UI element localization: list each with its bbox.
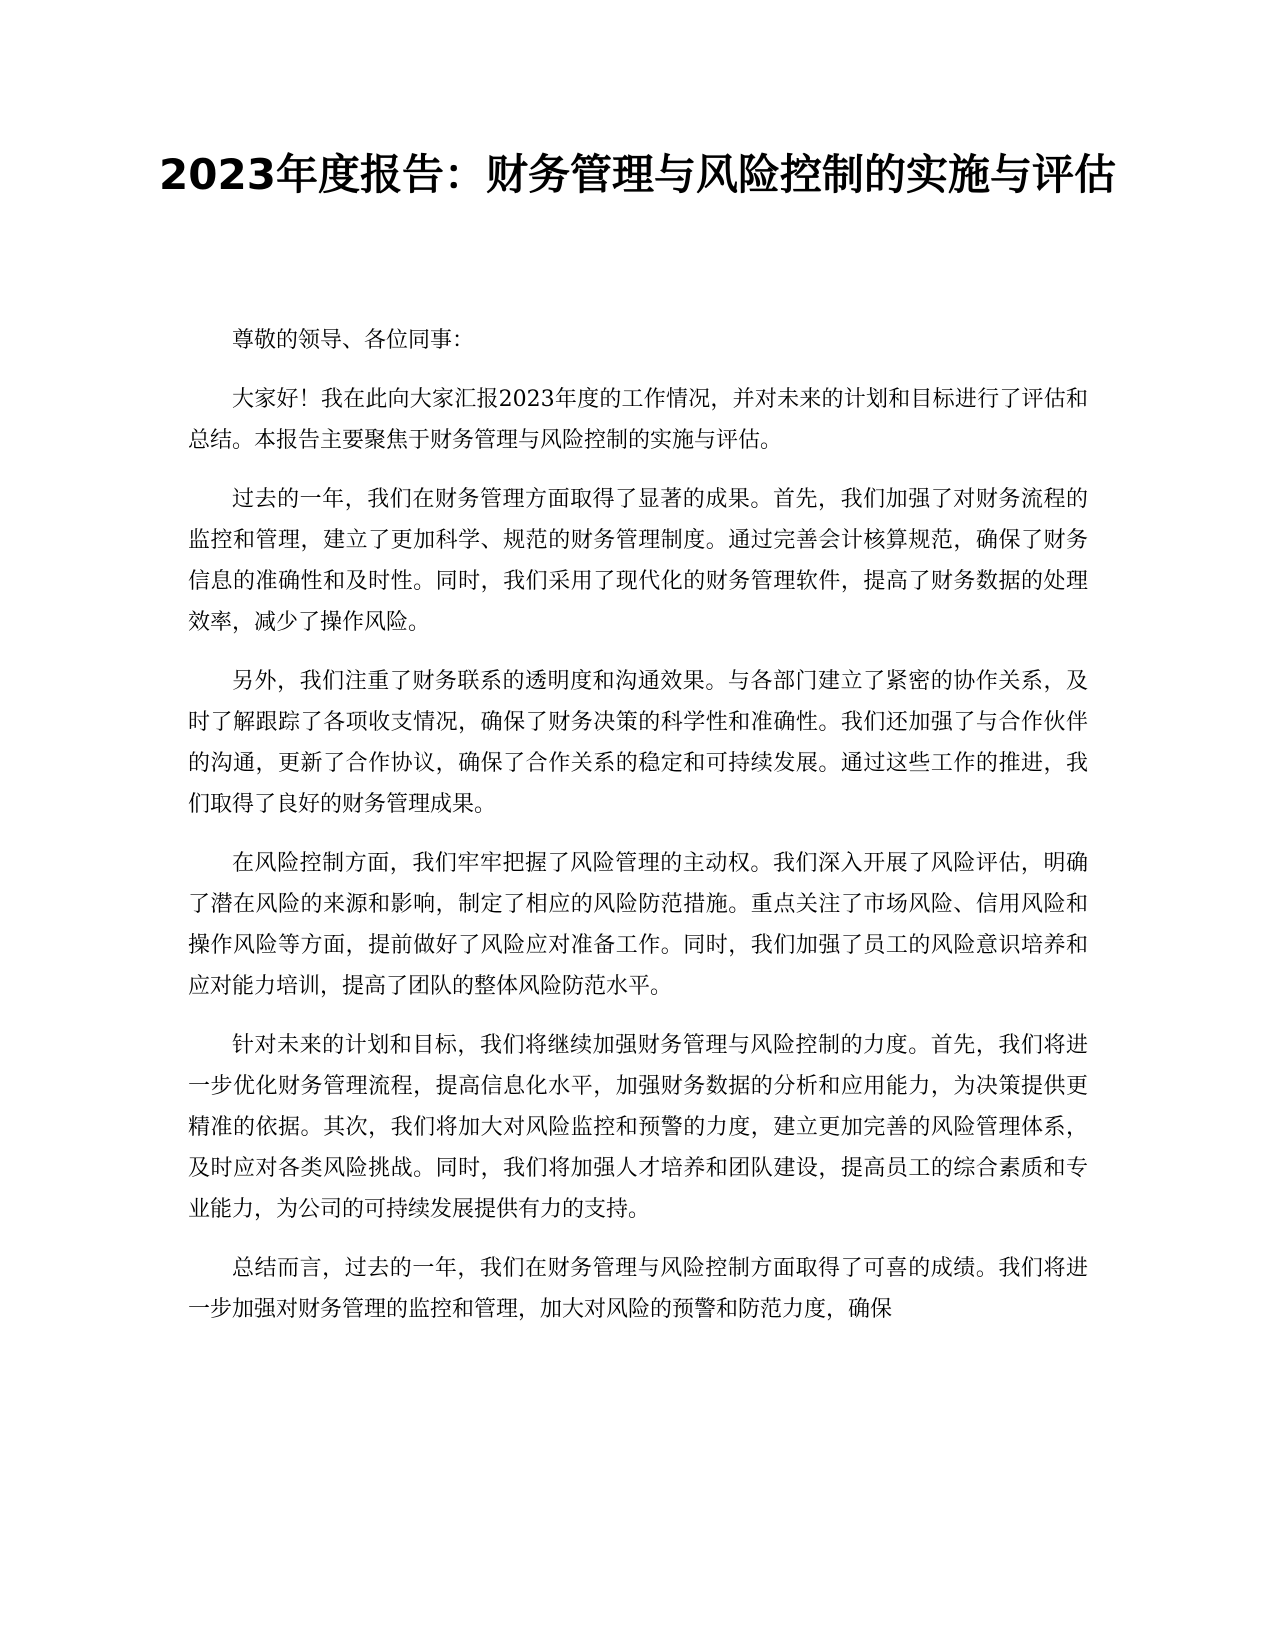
paragraph-future-plans: 针对未来的计划和目标，我们将继续加强财务管理与风险控制的力度。首先，我们将进一步优化财务管理流程，提高信息化水平，加强财务数据的分析和应用能力，为决策提供更精准的依据。其次，我们将加大对风险监控和预警的力度，建立更加完善的风险管理体系，及时应对各类风险挑战。同时，我们将加强人才培养和团队建设，提高员工的综合素质和专业能力，为公司的可持续发展提供有力的支持。 (188, 1033, 1088, 1222)
paragraph-risk-control: 在风险控制方面，我们牢牢把握了风险管理的主动权。我们深入开展了风险评估，明确了潜在风险的来源和影响，制定了相应的风险防范措施。重点关注了市场风险、信用风险和操作风险等方面，提前做好了风险应对准备工作。同时，我们加强了员工的风险意识培养和应对能力培训，提高了团队的整体风险防范水平。 (188, 851, 1088, 999)
document-title: 2023年度报告：财务管理与风险控制的实施与评估 (159, 150, 1116, 199)
document-body (188, 320, 1088, 1348)
paragraph-summary: 总结而言，过去的一年，我们在财务管理与风险控制方面取得了可喜的成绩。我们将进一步加强对财务管理的监控和管理，加大对风险的预警和防范力度，确保 (188, 1256, 1088, 1322)
salutation: 尊敬的领导、各位同事： (232, 328, 475, 353)
paragraph-opening: 大家好！我在此向大家汇报2023年度的工作情况，并对未来的计划和目标进行了评估和总结。本报告主要聚焦于财务管理与风险控制的实施与评估。 (188, 387, 1088, 453)
paragraph-transparency-communication: 另外，我们注重了财务联系的透明度和沟通效果。与各部门建立了紧密的协作关系，及时了解跟踪了各项收支情况，确保了财务决策的科学性和准确性。我们还加强了与合作伙伴的沟通，更新了合作协议，确保了合作关系的稳定和可持续发展。通过这些工作的推进，我们取得了良好的财务管理成果。 (188, 669, 1088, 817)
paragraph-financial-achievements: 过去的一年，我们在财务管理方面取得了显著的成果。首先，我们加强了对财务流程的监控和管理，建立了更加科学、规范的财务管理制度。通过完善会计核算规范，确保了财务信息的准确性和及时性。同时，我们采用了现代化的财务管理软件，提高了财务数据的处理效率，减少了操作风险。 (188, 487, 1088, 635)
